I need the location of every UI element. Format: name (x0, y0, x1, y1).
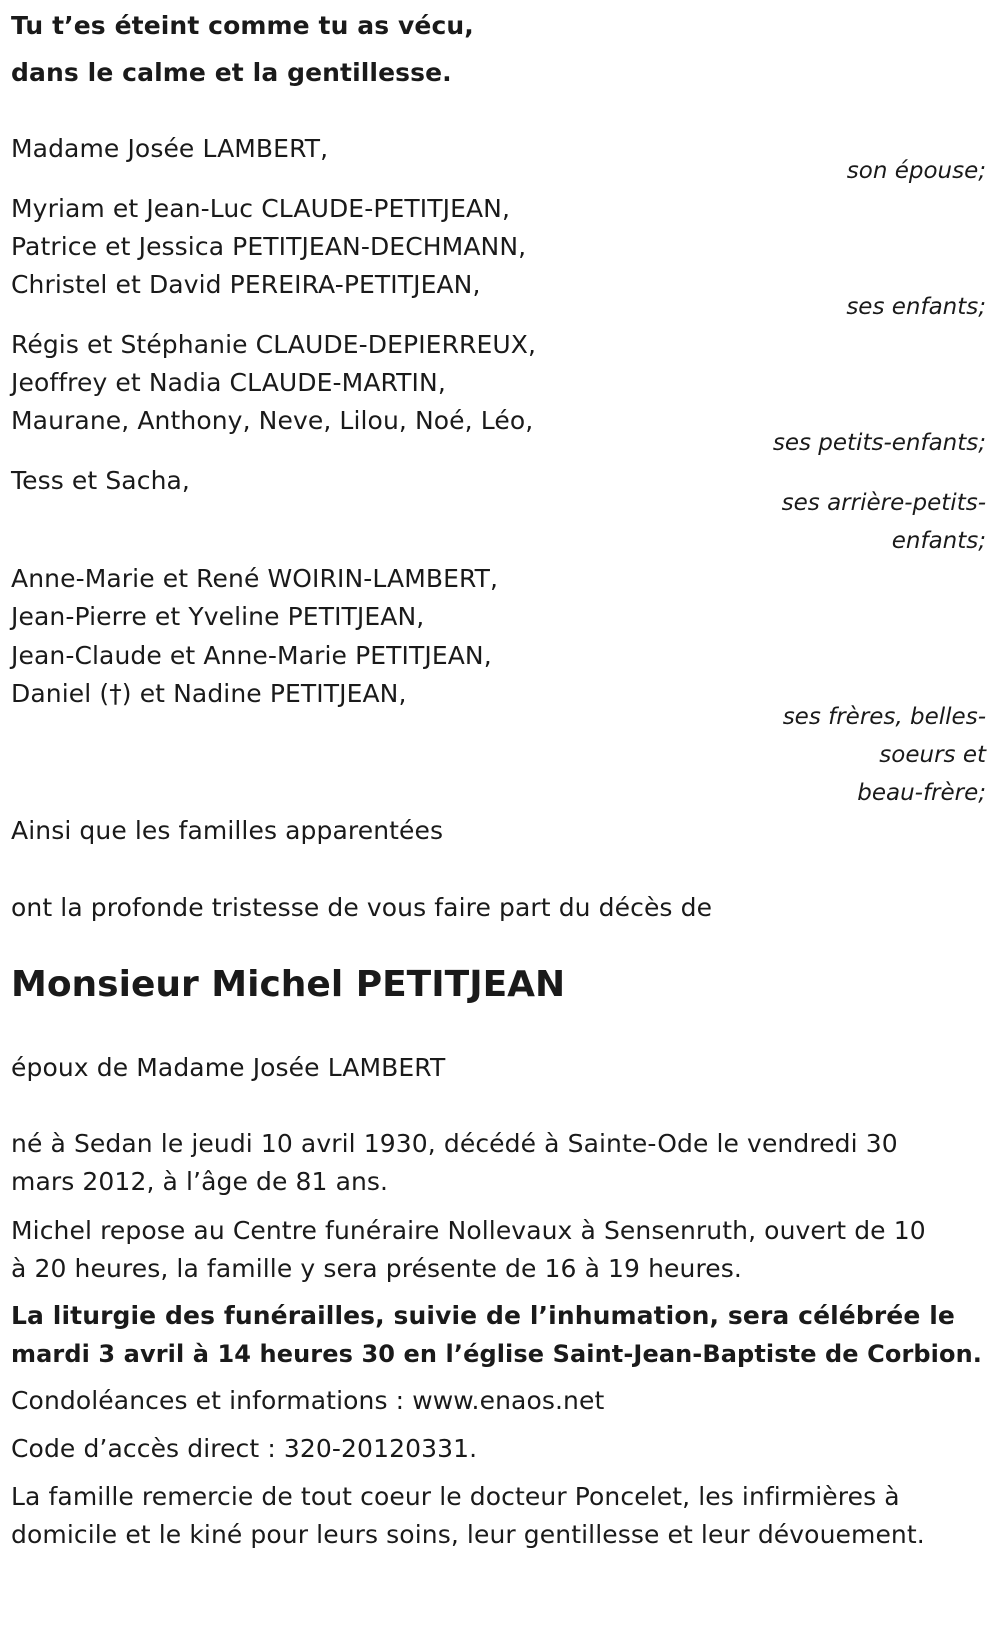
grandchildren-role: ses petits-enfants; (772, 430, 986, 456)
grandchild-line-3: Maurane, Anthony, Neve, Lilou, Noé, Léo, (11, 406, 534, 435)
rest-place-line-2: à 20 heures, la famille y sera présente de 16 à 19 heures. (11, 1254, 742, 1283)
sibling-line-2: Jean-Pierre et Yveline PETITJEAN, (11, 602, 425, 631)
rest-place-line-1: Michel repose au Centre funéraire Nollevaux à Sensenruth, ouvert de 10 (11, 1216, 926, 1245)
great-grandchildren-role-line-1: ses arrière-petits- (781, 490, 986, 516)
children-role: ses enfants; (846, 294, 986, 320)
epigraph-line-1: Tu t’es éteint comme tu as vécu, (11, 11, 474, 40)
grandchild-line-1: Régis et Stéphanie CLAUDE-DEPIERREUX, (11, 330, 537, 359)
spouse-role: son épouse; (846, 158, 986, 184)
spouse-of: époux de Madame Josée LAMBERT (11, 1053, 446, 1082)
siblings-role-line-3: beau-frère; (857, 780, 986, 806)
announcement: ont la profonde tristesse de vous faire part du décès de (11, 893, 713, 922)
liturgy-line-1: La liturgie des funérailles, suivie de l’inhumation, sera célébrée le (11, 1301, 955, 1330)
great-grandchildren-role-line-2: enfants; (891, 528, 986, 554)
relatives-line: Ainsi que les familles apparentées (11, 816, 444, 845)
birth-death-line-2: mars 2012, à l’âge de 81 ans. (11, 1167, 389, 1196)
access-code: Code d’accès direct : 320-20120331. (11, 1434, 478, 1463)
child-line-2: Patrice et Jessica PETITJEAN-DECHMANN, (11, 232, 527, 261)
grandchild-line-2: Jeoffrey et Nadia CLAUDE-MARTIN, (11, 368, 446, 397)
siblings-role-line-2: soeurs et (879, 742, 986, 768)
sibling-line-1: Anne-Marie et René WOIRIN-LAMBERT, (11, 564, 499, 593)
epigraph-line-2: dans le calme et la gentillesse. (11, 58, 452, 87)
child-line-1: Myriam et Jean-Luc CLAUDE-PETITJEAN, (11, 194, 511, 223)
condolences-info: Condoléances et informations : www.enaos.net (11, 1386, 605, 1415)
siblings-role-line-1: ses frères, belles- (782, 704, 986, 730)
spouse-name: Madame Josée LAMBERT, (11, 134, 329, 163)
birth-death-line-1: né à Sedan le jeudi 10 avril 1930, décédé à Sainte-Ode le vendredi 30 (11, 1129, 898, 1158)
sibling-line-4: Daniel (†) et Nadine PETITJEAN, (11, 679, 407, 708)
thanks-line-1: La famille remercie de tout coeur le docteur Poncelet, les infirmières à (11, 1482, 900, 1511)
sibling-line-3: Jean-Claude et Anne-Marie PETITJEAN, (11, 641, 492, 670)
liturgy-line-2: mardi 3 avril à 14 heures 30 en l’église Saint-Jean-Baptiste de Corbion. (11, 1340, 982, 1368)
thanks-line-2: domicile et le kiné pour leurs soins, leur gentillesse et leur dévouement. (11, 1520, 925, 1549)
deceased-name: Monsieur Michel PETITJEAN (11, 964, 566, 1005)
great-grandchildren-line: Tess et Sacha, (11, 466, 190, 495)
child-line-3: Christel et David PEREIRA-PETITJEAN, (11, 270, 481, 299)
